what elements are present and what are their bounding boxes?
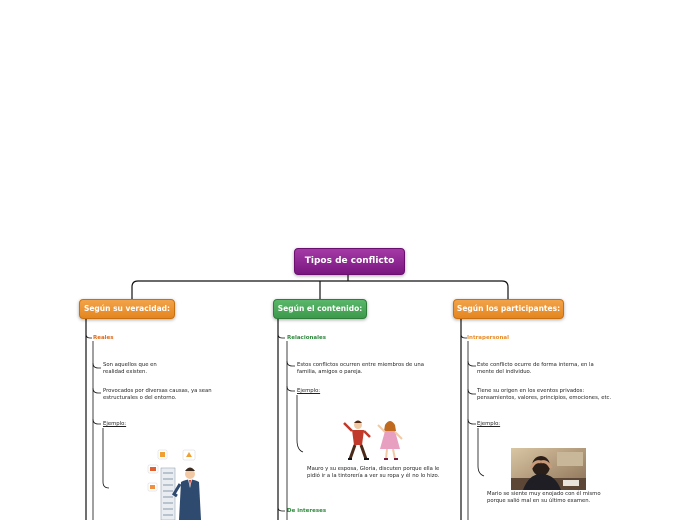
point-relacionales-1: Estos conflictos ocurren entre miembros de una familia, amigos o pareja. — [297, 362, 424, 375]
example-text-relacionales: Mauro y su esposa, Gloria, discuten porque ella le pidió ir a la tintorería a ver su ropa y él no lo hizo. — [307, 466, 440, 479]
example-label-reales: Ejemplo: — [103, 421, 127, 427]
point-intrapersonal-2: Tiene su origen en los eventos privados: pensamientos, valores, principios, emociones, etc. — [477, 388, 612, 401]
point-reales-2: Provocados por diversas causas, ya sean estructurales o del entorno. — [103, 388, 212, 401]
example-text-intrapersonal: Mario se siente muy enojado con él mismo porque salió mal en su último examen. — [487, 491, 601, 504]
category-reales[interactable]: Reales — [93, 335, 114, 341]
category-de-intereses[interactable]: De intereses — [287, 508, 327, 514]
point-reales-1: Son aquellos que en realidad existen. — [103, 362, 157, 375]
branch-contenido[interactable]: Según el contenido: — [273, 299, 367, 319]
root-topic[interactable]: Tipos de conflicto — [294, 248, 405, 275]
businessman-files-illustration — [144, 448, 208, 520]
point-intrapersonal-1: Este conflicto ocurre de forma interna, en la mente del individuo. — [477, 362, 594, 375]
branch-veracidad[interactable]: Según su veracidad: — [79, 299, 175, 319]
branch-participantes[interactable]: Según los participantes: — [453, 299, 564, 319]
example-label-relacionales: Ejemplo: — [297, 388, 321, 394]
example-label-intrapersonal: Ejemplo: — [477, 421, 501, 427]
category-intrapersonal[interactable]: Intrapersonal — [467, 335, 509, 341]
category-relacionales[interactable]: Relacionales — [287, 335, 327, 341]
arguing-couple-illustration — [338, 417, 410, 463]
frustrated-man-photo — [511, 448, 586, 490]
